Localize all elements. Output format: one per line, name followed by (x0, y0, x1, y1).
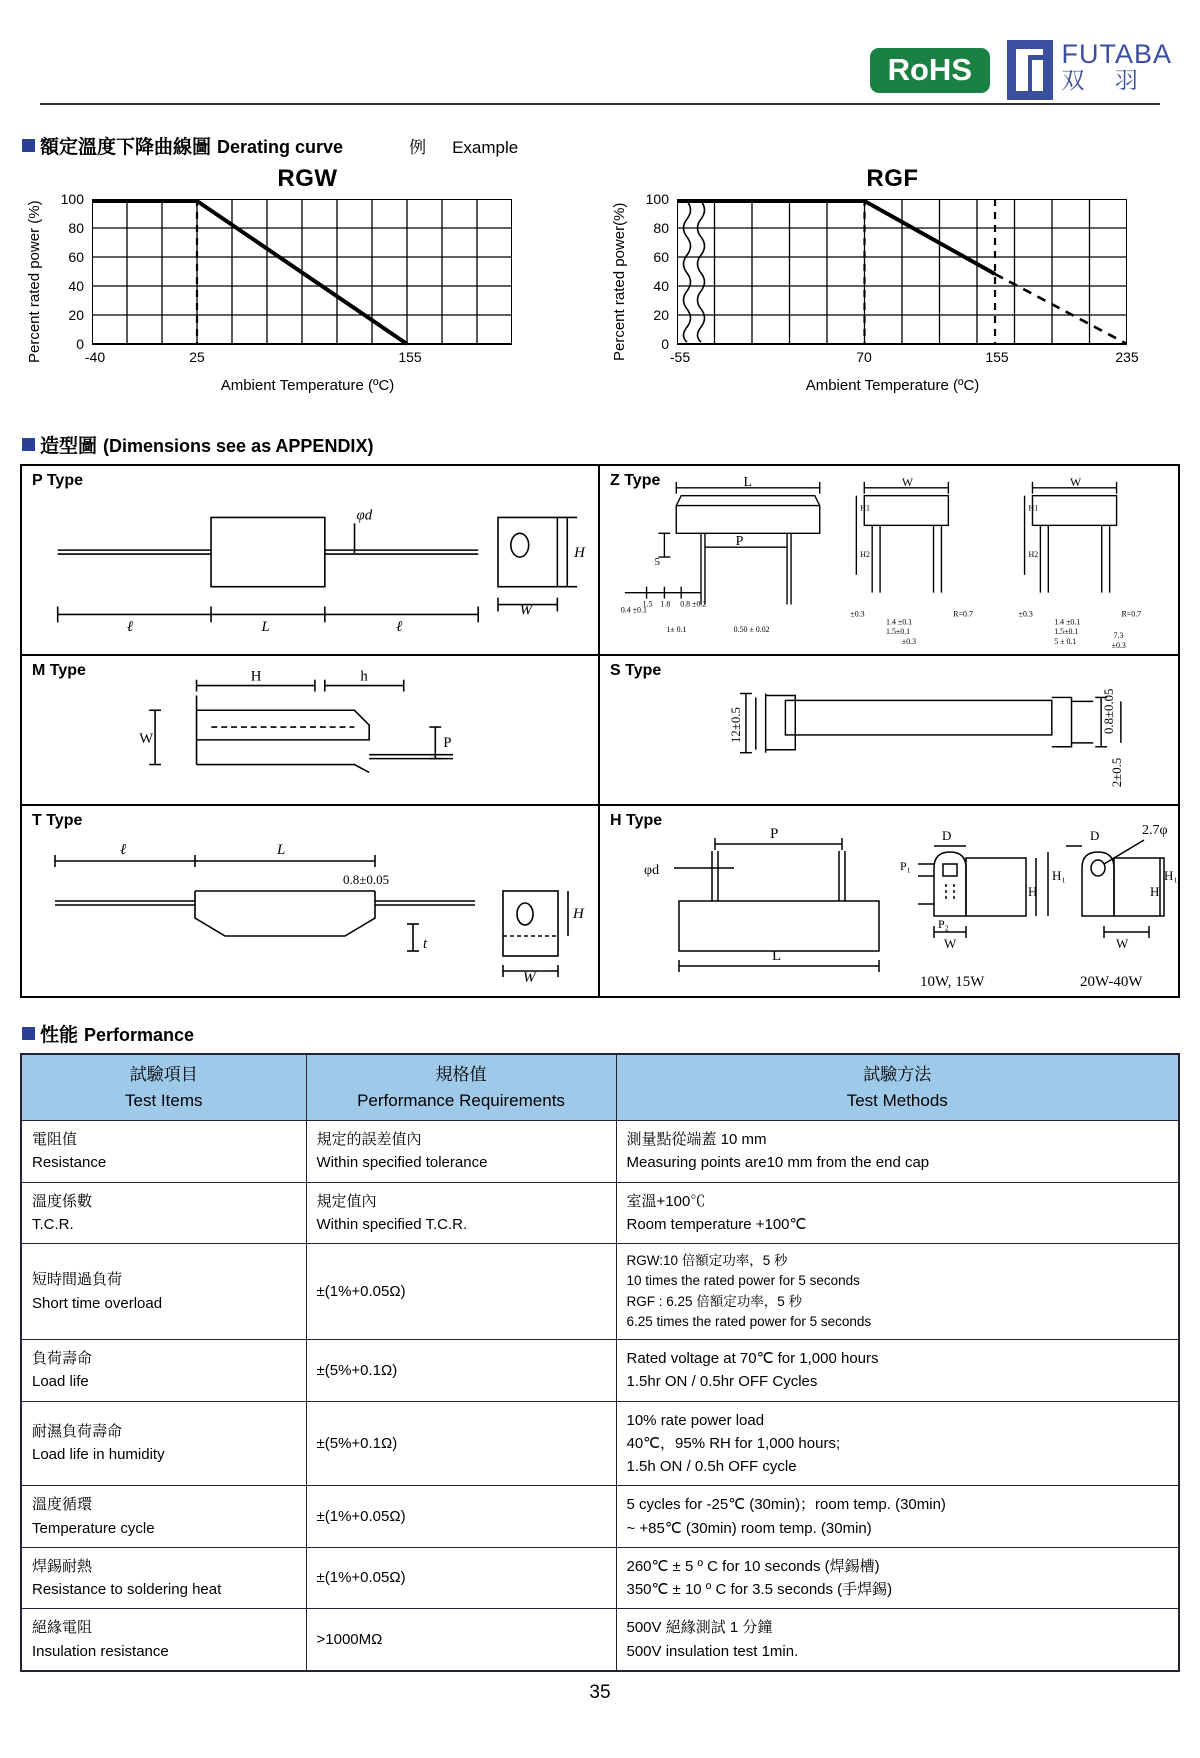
test-item-en: Short time overload (32, 1294, 163, 1312)
test-method-line: 室溫+100℃ (626, 1192, 706, 1210)
bullet-square-icon (22, 1027, 35, 1040)
col2-cn: 試驗方法 (863, 1065, 932, 1084)
test-method-line: ~ +85℃ (30min) room temp. (30min) (626, 1519, 872, 1537)
rgw-xtick-155: 155 (398, 349, 422, 365)
requirement-value: ±(1%+0.05Ω) (316, 1507, 406, 1525)
type-label-t: T Type (32, 812, 83, 829)
rgf-xtick-minus55: -55 (669, 349, 691, 365)
col1-en: Performance Requirements (357, 1090, 565, 1110)
t-dim-L: L (277, 842, 286, 858)
chart-rgf-title: RGF (866, 165, 919, 192)
test-item-cn: 溫度循環 (32, 1496, 93, 1514)
test-method-line: 1.5hr ON / 0.5hr OFF Cycles (626, 1373, 818, 1391)
h-dim-phi: 2.7φ (1142, 823, 1168, 838)
table-row (21, 1547, 1179, 1609)
test-method-line: RGF : 6.25 倍額定功率，5 秒 (626, 1293, 803, 1309)
t-type-drawing (22, 806, 598, 996)
test-method-line: 10% rate power load (626, 1411, 765, 1429)
m-dim-h: h (360, 668, 368, 685)
cell-requirement (306, 1547, 616, 1609)
h-dim-L: L (772, 948, 782, 964)
rgf-ytick-80: 80 (653, 220, 669, 236)
test-item-en: Load life (32, 1373, 89, 1391)
z-dim-e5: ±0.3 (1111, 641, 1126, 651)
cell-requirement (306, 1486, 616, 1548)
header-divider (40, 103, 1160, 105)
cell-test-method (616, 1401, 1179, 1486)
z-type-drawing (600, 466, 1178, 654)
requirement-value-en: Within specified tolerance (316, 1154, 488, 1172)
dimension-cell-s (600, 656, 1178, 804)
test-item-cn: 負荷壽命 (32, 1350, 93, 1367)
rgf-ytick-60: 60 (653, 249, 669, 265)
col0-cn: 試驗項目 (129, 1065, 198, 1084)
z-dim-r2: R=0.7 (1121, 609, 1142, 619)
rgw-xtick-minus40: -40 (84, 349, 106, 365)
h-dim-d: φd (644, 863, 660, 878)
h-dim-W1: W (944, 936, 957, 951)
z-dim-d2: 1.5±0.1 (886, 627, 911, 637)
test-item-en: Insulation resistance (32, 1642, 169, 1660)
type-label-s: S Type (610, 662, 662, 679)
h-caption-2: 20W-40W (1080, 974, 1143, 990)
z-dim-e2: 1.5±0.1 (1054, 627, 1079, 637)
dimensions-title-en: (Dimensions see as APPENDIX) (103, 436, 374, 456)
page-header (20, 0, 1180, 110)
s-dim-12: 12±0.5 (729, 707, 744, 744)
test-method-line: 10 times the rated power for 5 seconds (626, 1273, 860, 1289)
col0-en: Test Items (125, 1090, 203, 1110)
h-dim-H1: H₁ (1052, 868, 1066, 883)
m-dim-P: P (443, 734, 452, 751)
requirement-value: ±(1%+0.05Ω) (316, 1569, 406, 1587)
t-dim-H: H (573, 906, 584, 922)
p-dim-l1: ℓ (126, 619, 134, 636)
test-method-line: Measuring points are10 mm from the end cap (626, 1154, 930, 1172)
requirement-value: >1000MΩ (316, 1630, 383, 1648)
cell-requirement (306, 1340, 616, 1402)
test-item-en: Resistance to soldering heat (32, 1581, 222, 1598)
rgf-ytick-0: 0 (661, 336, 669, 352)
z-dim-5: 5 (654, 555, 660, 568)
requirement-value: 規定的誤差值內 (316, 1131, 422, 1148)
test-item-cn: 耐濕負荷壽命 (32, 1423, 123, 1441)
z-dim-b1: 1± 0.1 (666, 625, 687, 635)
requirement-value: ±(5%+0.1Ω) (316, 1361, 398, 1379)
type-label-p: P Type (32, 472, 83, 489)
dimensions-section-title (22, 431, 1180, 458)
test-item-en: Load life in humidity (32, 1446, 165, 1464)
table-row (21, 1609, 1179, 1671)
cell-test-item (21, 1486, 306, 1548)
cell-test-item (21, 1340, 306, 1402)
test-method-line: 500V insulation test 1min. (626, 1642, 799, 1660)
type-label-z: Z Type (610, 472, 661, 489)
z-dim-L: L (743, 473, 753, 489)
test-method-line: 350℃ ± 10 º C for 3.5 seconds (手焊錫) (626, 1581, 893, 1598)
z-dim-W2: W (1070, 474, 1082, 489)
column-header-requirements (306, 1054, 616, 1121)
dimension-row-p-z (22, 466, 1178, 656)
requirement-value: ±(1%+0.05Ω) (316, 1282, 406, 1300)
table-row (21, 1401, 1179, 1486)
rgw-ytick-80: 80 (68, 220, 84, 236)
dimension-cell-h (600, 806, 1178, 996)
cell-requirement (306, 1244, 616, 1340)
test-item-cn: 溫度係數 (32, 1192, 93, 1210)
cell-test-item (21, 1121, 306, 1183)
z-dim-H2: H2 (860, 550, 870, 560)
test-method-line: 1.5h ON / 0.5h OFF cycle (626, 1458, 797, 1475)
cell-requirement (306, 1121, 616, 1183)
z-dim-W1: W (901, 474, 914, 489)
z-dim-d1: 1.4 ±0.1 (886, 617, 913, 627)
rgf-ytick-20: 20 (653, 307, 669, 323)
p-dim-L: L (261, 619, 270, 636)
rgf-ytick-40: 40 (653, 278, 669, 294)
chart-rgw-title: RGW (277, 165, 338, 192)
cell-test-method (616, 1547, 1179, 1609)
requirement-value: 規定值內 (316, 1192, 377, 1210)
dimension-row-t-h (22, 806, 1178, 996)
chart-rgf (605, 165, 1180, 409)
column-header-test-methods (616, 1054, 1179, 1121)
performance-title-en: Performance (84, 1025, 195, 1045)
col1-cn: 規格值 (435, 1065, 487, 1084)
test-method-line: 測量點從端蓋 10 mm (626, 1131, 767, 1148)
test-method-line: 5 cycles for -25℃ (30min)；room temp. (30min) (626, 1496, 946, 1514)
futaba-name: FUTABA (1061, 39, 1172, 69)
page-number: 35 (589, 1681, 611, 1703)
chart-rgf-ylabel: Percent rated power(%) (611, 202, 628, 361)
type-label-h: H Type (610, 812, 663, 829)
performance-section-title (22, 1020, 1180, 1047)
z-dim-t2: 1.5 (642, 599, 653, 609)
cell-test-method (616, 1121, 1179, 1183)
z-dim-t3: 1.8 (660, 599, 671, 609)
dimension-cell-t (22, 806, 600, 996)
test-item-en: Temperature cycle (32, 1519, 155, 1537)
table-header-row (21, 1054, 1179, 1121)
p-dim-l2: ℓ (396, 619, 403, 636)
z-dim-b2: 0.50 ± 0.02 (733, 625, 770, 635)
p-dim-d: φd (356, 507, 373, 524)
p-dim-W: W (519, 602, 533, 619)
s-dim-2: 2±0.5 (1109, 757, 1124, 788)
rgw-ytick-60: 60 (68, 249, 84, 265)
h-dim-H1b: H₁ (1164, 868, 1178, 883)
test-method-line: 6.25 times the rated power for 5 seconds (626, 1313, 872, 1329)
h-dim-H2: H (1150, 884, 1160, 899)
test-item-cn: 電阻值 (32, 1131, 78, 1148)
rgf-ytick-100: 100 (645, 191, 669, 207)
z-dim-t4: 0.8 ±0.2 (680, 599, 707, 609)
chart-rgw-xlabel: Ambient Temperature (ºC) (220, 377, 395, 394)
rgw-ytick-0: 0 (76, 336, 84, 352)
bullet-square-icon (22, 438, 35, 451)
futaba-logo (1007, 40, 1172, 100)
chart-rgw (20, 165, 595, 409)
rgw-plot (92, 199, 512, 359)
h-type-drawing (600, 806, 1178, 996)
table-body (21, 1121, 1179, 1671)
z-dim-H1b: H1 (1028, 503, 1039, 513)
z-dim-d3: ±0.3 (901, 637, 917, 647)
h-dim-D1: D (942, 828, 952, 843)
table-row (21, 1340, 1179, 1402)
m-dim-W: W (139, 730, 154, 747)
cell-test-item (21, 1547, 306, 1609)
column-header-test-items (21, 1054, 306, 1121)
bullet-square-icon (22, 139, 35, 152)
cell-test-item (21, 1182, 306, 1244)
cell-requirement (306, 1609, 616, 1671)
test-item-cn: 焊錫耐熱 (32, 1557, 93, 1575)
requirement-value: ±(5%+0.1Ω) (316, 1434, 398, 1452)
cell-test-method (616, 1609, 1179, 1671)
table-row (21, 1244, 1179, 1340)
requirement-value-en: Within specified T.C.R. (316, 1215, 468, 1233)
rgf-plot (677, 199, 1127, 359)
futaba-name-cn: 双 羽 (1061, 67, 1150, 94)
rgw-ytick-40: 40 (68, 278, 84, 294)
performance-title-cn: 性能 (40, 1025, 79, 1046)
derating-charts (20, 165, 1180, 409)
z-dim-e4: 7.3 (1113, 631, 1124, 641)
z-dim-P: P (735, 533, 744, 549)
t-dim-t: t (423, 936, 428, 952)
cell-test-item (21, 1609, 306, 1671)
t-dim-thk: 0.8±0.05 (343, 872, 390, 887)
cell-test-item (21, 1401, 306, 1486)
cell-test-method (616, 1486, 1179, 1548)
futaba-mark-icon (1007, 40, 1053, 100)
chart-rgw-ylabel: Percent rated power (%) (26, 200, 43, 363)
dimension-drawings-table (20, 464, 1180, 998)
performance-table (20, 1053, 1180, 1672)
table-row (21, 1182, 1179, 1244)
h-dim-H: H (1028, 884, 1038, 899)
h-dim-P1: P₁ (900, 859, 911, 873)
p-dim-H: H (574, 545, 585, 562)
z-dim-t1: 0.4 ±0.1 (620, 605, 647, 615)
s-type-drawing (600, 656, 1178, 804)
col2-en: Test Methods (846, 1090, 948, 1110)
test-item-cn: 絕緣電阻 (32, 1619, 93, 1637)
test-method-line: 260℃ ± 5 º C for 10 seconds (焊錫槽) (626, 1557, 880, 1575)
z-dim-tol2: ±0.3 (1018, 609, 1033, 619)
rohs-badge: RoHS (870, 48, 990, 93)
rgf-xtick-235: 235 (1115, 349, 1139, 365)
h-dim-P2: P₂ (938, 917, 949, 931)
test-item-cn: 短時間過負荷 (32, 1271, 123, 1289)
type-label-m: M Type (32, 662, 86, 679)
derating-section-title (22, 132, 1180, 159)
t-dim-l: ℓ (120, 842, 127, 858)
derating-title-cn: 額定溫度下降曲線圖 (40, 137, 212, 158)
h-dim-P: P (770, 826, 779, 842)
z-dim-r1: R=0.7 (953, 609, 973, 619)
cell-test-item (21, 1244, 306, 1340)
rgw-ytick-20: 20 (68, 307, 84, 323)
test-method-line: 500V 絕緣測試 1 分鐘 (626, 1619, 773, 1637)
test-item-en: T.C.R. (32, 1215, 74, 1233)
derating-title-en: Derating curve (217, 137, 344, 157)
s-dim-08: 0.8±0.05 (1101, 688, 1116, 734)
dimension-cell-m (22, 656, 600, 804)
z-dim-e1: 1.4 ±0.1 (1054, 617, 1081, 627)
dimensions-title-cn: 造型圖 (40, 436, 98, 457)
example-label-en: Example (452, 138, 519, 157)
futaba-wordmark (1061, 40, 1172, 94)
rgf-xtick-70: 70 (856, 349, 872, 365)
cell-test-method (616, 1182, 1179, 1244)
chart-rgf-xlabel: Ambient Temperature (ºC) (805, 377, 980, 394)
h-dim-D2: D (1090, 828, 1100, 843)
z-dim-H1: H1 (860, 503, 870, 513)
table-row (21, 1486, 1179, 1548)
cell-test-method (616, 1340, 1179, 1402)
test-method-line: RGW:10 倍額定功率，5 秒 (626, 1253, 788, 1268)
m-dim-H: H (250, 668, 262, 685)
z-dim-tol1: ±0.3 (850, 609, 865, 619)
p-type-drawing (22, 466, 598, 654)
dimension-cell-p (22, 466, 600, 654)
t-dim-W: W (523, 970, 536, 986)
dimension-row-m-s (22, 656, 1178, 806)
dimension-cell-z (600, 466, 1178, 654)
test-item-en: Resistance (32, 1154, 107, 1172)
cell-requirement (306, 1401, 616, 1486)
table-row (21, 1121, 1179, 1183)
m-type-drawing (22, 656, 598, 804)
z-dim-e3: 5 ± 0.1 (1054, 637, 1077, 647)
h-dim-W2: W (1116, 936, 1129, 951)
rgw-ytick-100: 100 (60, 191, 84, 207)
z-dim-H2b: H2 (1028, 550, 1039, 560)
rgw-xtick-25: 25 (189, 349, 205, 365)
test-method-line: 40℃，95% RH for 1,000 hours; (626, 1434, 841, 1452)
rgf-xtick-155: 155 (985, 349, 1009, 365)
h-caption-1: 10W, 15W (920, 974, 985, 990)
example-label-cn: 例 (409, 138, 427, 157)
test-method-line: Room temperature +100℃ (626, 1215, 807, 1233)
test-method-line: Rated voltage at 70℃ for 1,000 hours (626, 1350, 879, 1367)
cell-requirement (306, 1182, 616, 1244)
cell-test-method (616, 1244, 1179, 1340)
